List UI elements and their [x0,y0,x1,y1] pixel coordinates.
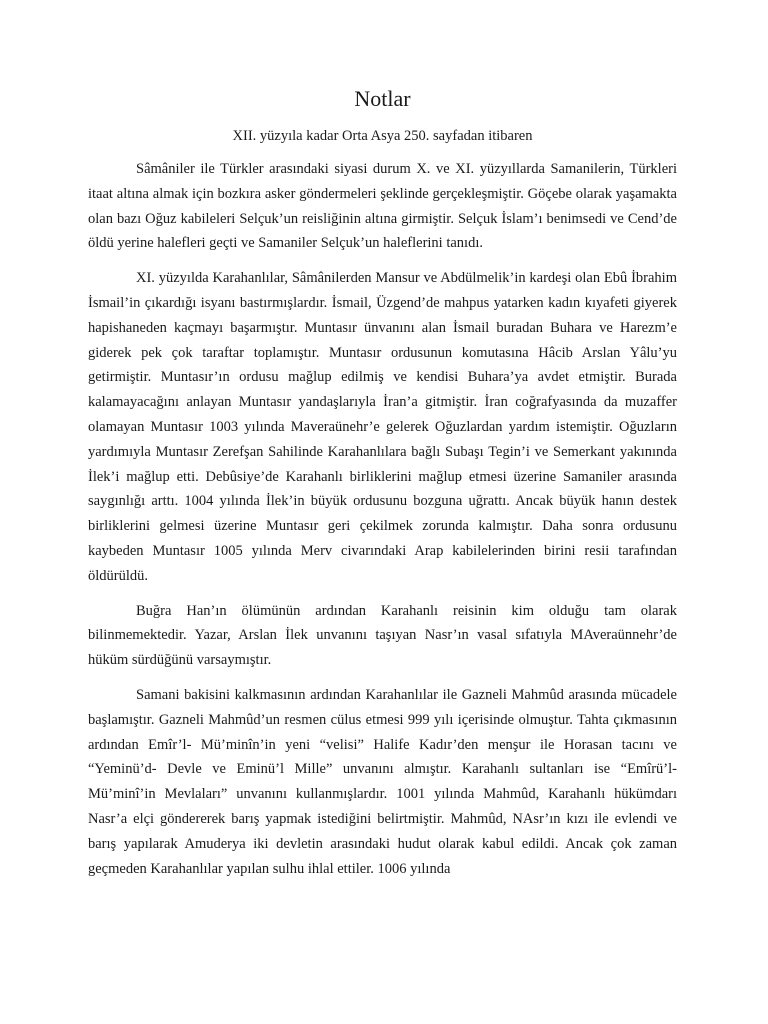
document-page [88,84,677,891]
page-subtitle: XII. yüzyıla kadar Orta Asya 250. sayfadan itibaren [232,128,533,144]
paragraph-bugra-han: Buğra Han’ın ölümünün ardından Karahanlı reisinin kim olduğu tam olarak bilinmemektedir. Yazar, Arslan İlek unvanını taşıyan Nasr’ın vasal sıfatıyla MAveraünnehr’de hüküm sürdüğünü varsaymıştır. [88,602,677,669]
paragraph-karahanlilar: XI. yüzyılda Karahanlılar, Sâmânilerden Mansur ve Abdülmelik’in kardeşi olan Ebû İbrahim İsmail’in çıkardığı isyanı bastırmışlardır. İsmail, Üzgend’de mahpus yatarken kadın kıyafeti giyerek hapishaneden kaçmayı başarmıştır. Muntasır ünvanını alan İsmail buradan Buhara ve Harezm’e giderek pek çok taraftar toplamıştır. Muntasır ordusunun komutasına Hâcib Arslan Yâlu’yu getirmiştir. Muntasır’ın ordusu mağlup edilmiş ve kendisi Buhara’ya avdet etmiştir. Burada kalamayacağını anlayan Muntasır yandaşlarıyla İran’a gitmiştir. İran coğrafyasında da muzaffer olamayan Muntasır 1003 yılında Maveraünehr’e gelerek Oğuzlardan yardım istemiştir. Oğuzların yardımıyla Muntasır Zerefşan Sahilinde Karahanlılara bağlı Subaşı Tegin’i ve Semerkant yakınında İlek’i mağlup etti. Debûsiye’de Karahanlı birliklerini mağlup etmesi üzerine Samaniler arasında saygınlığı arttı. 1004 yılında İlek’in büyük ordusunu bozguna uğrattı. Ancak büyük hanın destek birliklerini gelmesi üzerine Muntasır geri çekilmek zorunda kalmıştır. Daha sonra ordusunu kaybeden Muntasır 1005 yılında Merv civarındaki Arap kabilelerinden birini resii tarafından öldürüldü. [88,270,677,584]
page-title: Notlar [354,86,411,111]
paragraph-samaniler: Sâmâniler ile Türkler arasındaki siyasi durum X. ve XI. yüzyıllarda Samanilerin, Türkleri itaat altına almak için bozkıra asker göndermeleri şeklinde gerçekleşmiştir. Göçebe olarak yaşamakta olan bazı Oğuz kabileleri Selçuk’un reisliğinin altına girmiştir. Selçuk İslam’ı benimsedi ve Cend’de öldü yerine halefleri geçti ve Samaniler Selçuk’un haleflerini tanıdı. [88,161,677,252]
paragraph-gazneli-mahmud: Samani bakisini kalkmasının ardından Karahanlılar ile Gazneli Mahmûd arasında mücadele başlamıştır. Gazneli Mahmûd’un resmen cülus etmesi 999 yılı içerisinde olmuştur. Tahta çıkmasının ardından Emîr’l- Mü’minîn’in yeni “velisi” Halife Kadır’den menşur ile Horasan tacını ve “Yeminü’d- Devle ve Eminü’l Mille” unvanını almıştır. Karahanlı sultanları ise “Emîrü’l- Mü’minî’in Mevlaları” unvanını kullanmışlardır. 1001 yılında Mahmûd, Karahanlı hükümdarı Nasr’a elçi göndererek barış yapmak istediğini belirtmiştir. Mahmûd, NAsr’ın kızı ile evlendi ve barış yapılarak Amuderya iki devletin arasındaki hudut olarak kabul edildi. Ancak çok zaman geçmeden Karahanlılar yapılan sulhu ihlal ettiler. 1006 yılında [88,686,677,877]
